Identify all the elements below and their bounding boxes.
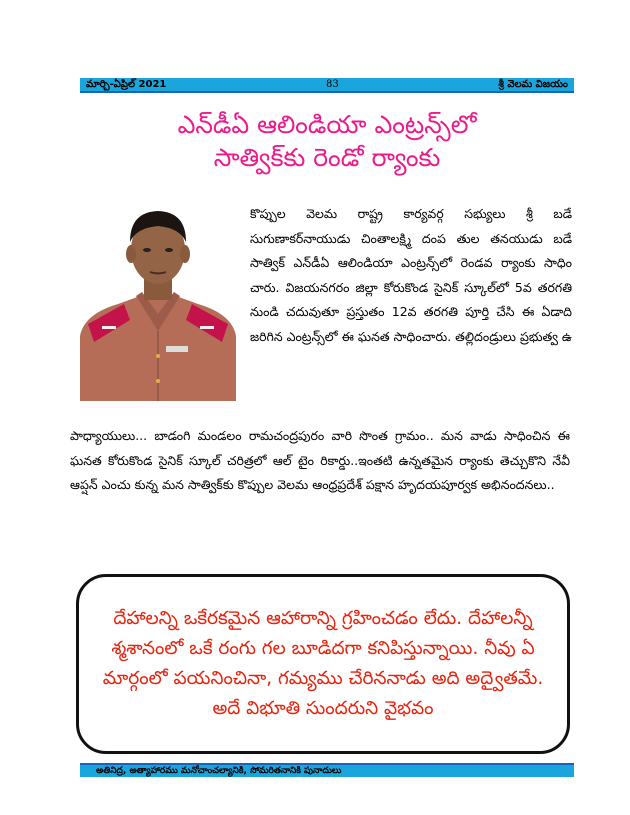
portrait-illustration	[78, 196, 238, 401]
title-line-2: సాత్విక్‌కు రెండో ర్యాంకు	[213, 143, 441, 172]
quote-text: దేహాలన్ని ఒకేరకమైన ఆహారాన్ని గ్రహించడం లేదు. దేహాలన్నీ శ్మశానంలో ఒకే రంగు గల బూడిదగా కనిపిస్తున్నాయి. నీవు ఏ మార్గంలో పయనించినా, గమ్యము చేరిననాడు అది అద్వైతమే. అదే విభూతి సుందరుని వైభవం	[102, 608, 544, 719]
footer-bar	[80, 763, 574, 777]
article-body-bottom: పాధ్యాయులు... బాడంగి మండలం రామచంద్రపురం వారి సొంత గ్రామం.. మన వాడు సాధించిన ఈ ఘనత కోరుకొండ సైనిక్ స్కూల్ చరిత్రలో ఆల్ టైం రికార్డు..ఇంతటి ఉన్నతమైన ర్యాంకు తెచ్చుకొని నేవీ ఆప్షన్ ఎంచు కున్న మన సాత్విక్‌కు కొప్పుల వెలమ ఆంధ్రప్రదేశ్ పక్షాన హృదయపూర్వక అభినందనలు..	[70, 428, 570, 492]
page-number: 83	[326, 79, 339, 90]
article-body-top: కొప్పుల వెలమ రాష్ట్ర కార్యవర్గ సభ్యులు శ్రీ బడే సుగుణాకర్‌నాయుడు చింతాలక్ష్మి దంప తుల తనయుడు బడే సాత్విక్ ఎన్‌డీఏ ఆలిండియా ఎంట్రన్స్‌లో రెండవ ర్యాంకు సాధిం చారు. విజయనగరం జిల్లా కోరుకొండ సైనిక్ స్కూల్‌లో 5వ తరగతి నుండి చదువుతూ ప్రస్తుతం 12వ తరగతి పూర్తి చేసి ఈ ఏడాది జరిగిన ఎంట్రన్స్‌లో ఈ ఘనత సాధించారు. తల్లిదండ్రులు ప్రభుత్వ ఉ	[250, 206, 572, 344]
magazine-name: శ్రీ వెలమ విజయం	[498, 78, 568, 90]
issue-date: మార్చి-ఏప్రిల్ 2021	[86, 78, 167, 90]
student-photo	[78, 196, 238, 401]
article-title	[80, 108, 574, 174]
footer-text: అతినిద్ర, అత్యాహారము మనోచాంచల్యానికి, సోమరితనానికి పునాదులు	[96, 766, 342, 776]
title-line-1: ఎన్‌డీఏ ఆలిండియా ఎంట్రన్స్‌లో	[177, 110, 477, 139]
header-bar	[80, 78, 574, 93]
quote-box	[76, 574, 570, 754]
